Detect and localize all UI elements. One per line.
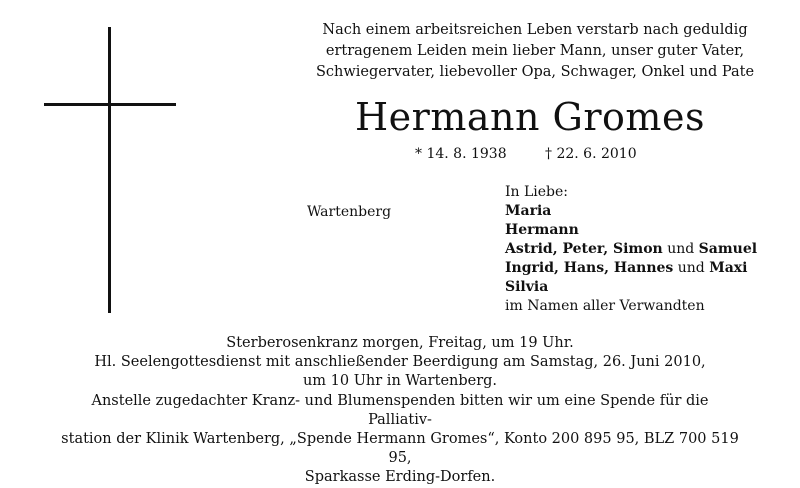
notice-line: station der Klinik Wartenberg, „Spende Hermann Gromes“, Konto 200 895 95, BLZ 700 519 95,	[61, 431, 739, 467]
notice-line: Sterberosenkranz morgen, Freitag, um 19 Uhr.	[226, 335, 574, 351]
family-member: Hermann	[505, 222, 579, 238]
intro-line: Nach einem arbeitsreichen Leben verstarb nach geduldig	[322, 22, 748, 38]
deceased-name: Hermann Gromes	[355, 95, 705, 139]
death-date: † 22. 6. 2010	[545, 146, 637, 162]
service-notice	[60, 334, 740, 488]
family-member	[505, 240, 757, 259]
birth-date: * 14. 8. 1938	[415, 146, 507, 162]
family-names: Ingrid, Hans, Hannes	[505, 260, 674, 276]
notice-line: Hl. Seelengottesdienst mit anschließender Beerdigung am Samstag, 26. Juni 2010,	[94, 354, 706, 371]
family-heading: In Liebe:	[505, 184, 569, 200]
cross-icon-bar	[44, 103, 176, 106]
cross-icon	[108, 27, 111, 313]
notice-line: Anstelle zugedachter Kranz- und Blumenspenden bitten wir um eine Spende für die Palliativ-	[91, 392, 709, 428]
family-closing: im Namen aller Verwandten	[505, 298, 705, 314]
family-member: Silvia	[505, 279, 549, 295]
family-names: Maxi	[709, 260, 748, 276]
intro-line: Schwiegervater, liebevoller Opa, Schwager, Onkel und Pate	[315, 64, 755, 80]
family-names: Samuel	[698, 241, 758, 257]
notice-line: um 10 Uhr in Wartenberg.	[302, 373, 498, 390]
family-member: Maria	[505, 203, 552, 219]
family-conjunction: und	[673, 260, 710, 276]
notice-line: Sparkasse Erding-Dorfen.	[304, 469, 496, 486]
intro-line: ertragenem Leiden mein lieber Mann, unser guter Vater,	[325, 43, 745, 59]
family-conjunction: und	[662, 241, 699, 257]
intro-text	[300, 20, 770, 83]
family-names: Astrid, Peter, Simon	[505, 241, 663, 257]
family-list	[505, 183, 757, 316]
family-member	[505, 259, 757, 278]
place-label: Wartenberg	[307, 204, 392, 220]
